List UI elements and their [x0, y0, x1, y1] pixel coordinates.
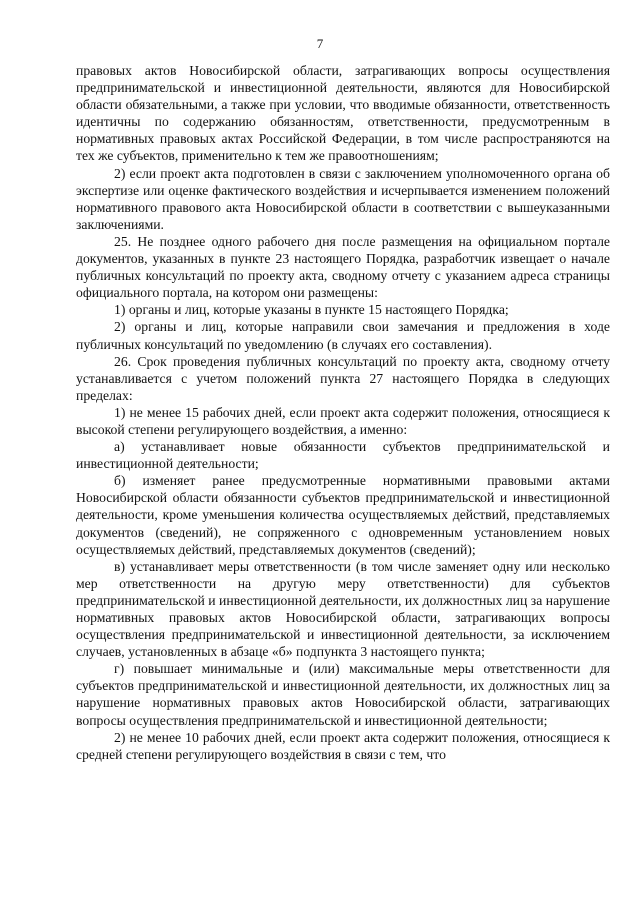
paragraph-clause-26: 26. Срок проведения публичных консультаций по проекту акта, сводному отчету устанавливается с учетом положений пункта 27 настоящего Порядка в следующих пределах: — [76, 353, 610, 403]
paragraph-clause-26-item-2: 2) не менее 10 рабочих дней, если проект акта содержит положения, относящиеся к средней степени регулирующего воздействия в связи с тем, что — [76, 729, 610, 762]
paragraph-subitem-b: б) изменяет ранее предусмотренные нормативными правовыми актами Новосибирской области обязанности субъектов предпринимательской и инвестиционной деятельности, кроме уменьшения количества осуществляемых действий, представляемых документов (сведений), не сопряженного с одновременным установлением новых осуществляемых действий, представляемых документов (сведений); — [76, 473, 610, 557]
page-number: 7 — [316, 36, 324, 51]
paragraph-clause-25-item-1: 1) органы и лиц, которые указаны в пункте 15 настоящего Порядка; — [114, 302, 509, 318]
paragraph-clause-26-item-1: 1) не менее 15 рабочих дней, если проект акта содержит положения, относящиеся к высокой степени регулирующего воздействия, а именно: — [76, 404, 610, 437]
paragraph-clause-25: 25. Не позднее одного рабочего дня после размещения на официальном портале документов, указанных в пункте 23 настоящего Порядка, разработчик извещает о начале публичных консультаций по проекту акта, сводному отчету с указанием адреса страницы официального портала, на котором они размещены: — [76, 233, 610, 301]
document-body — [76, 62, 610, 763]
paragraph-subitem-a: а) устанавливает новые обязанности субъектов предпринимательской и инвестиционной деятельности; — [76, 439, 610, 472]
paragraph-subitem-2: 2) если проект акта подготовлен в связи с заключением уполномоченного органа об экспертизе или оценке фактического воздействия и исчерпывается изменением положений нормативного правового акта Новосибирской области в соответствии с вышеуказанными заключениями. — [76, 165, 610, 232]
paragraph-clause-25-item-2: 2) органы и лиц, которые направили свои замечания и предложения в ходе публичных консультаций по уведомлению (в случаях его составления). — [76, 319, 610, 352]
paragraph-subitem-g: г) повышает минимальные и (или) максимальные меры ответственности для субъектов предпринимательской и инвестиционной деятельности, их должностных лиц за нарушение нормативных правовых актов Новосибирской области, затрагивающих вопросы осуществления предпринимательской и инвестиционной деятельности; — [76, 661, 610, 728]
paragraph-subitem-v: в) устанавливает меры ответственности (в том числе заменяет одну или несколько мер ответственности на другую меру ответственности) для субъектов предпринимательской и инвестиционной деятельности, их должностных лиц за нарушение нормативных правовых актов Новосибирской области, затрагивающих вопросы осуществления предпринимательской и инвестиционной деятельности, за исключением случаев, установленных в абзаце «б» подпункта 3 настоящего пункта; — [76, 558, 610, 660]
paragraph-continuation: правовых актов Новосибирской области, затрагивающих вопросы осуществления предпринимательской и инвестиционной деятельности, являются для Новосибирской области обязательными, а также при условии, что вводимые обязанности, ответственность идентичны по содержанию обязанностям, ответственности, предусмотренным в нормативных правовых актах Российской Федерации, в том числе распространяются на тех же субъектов, применительно к тем же правоотношениям; — [76, 63, 610, 164]
